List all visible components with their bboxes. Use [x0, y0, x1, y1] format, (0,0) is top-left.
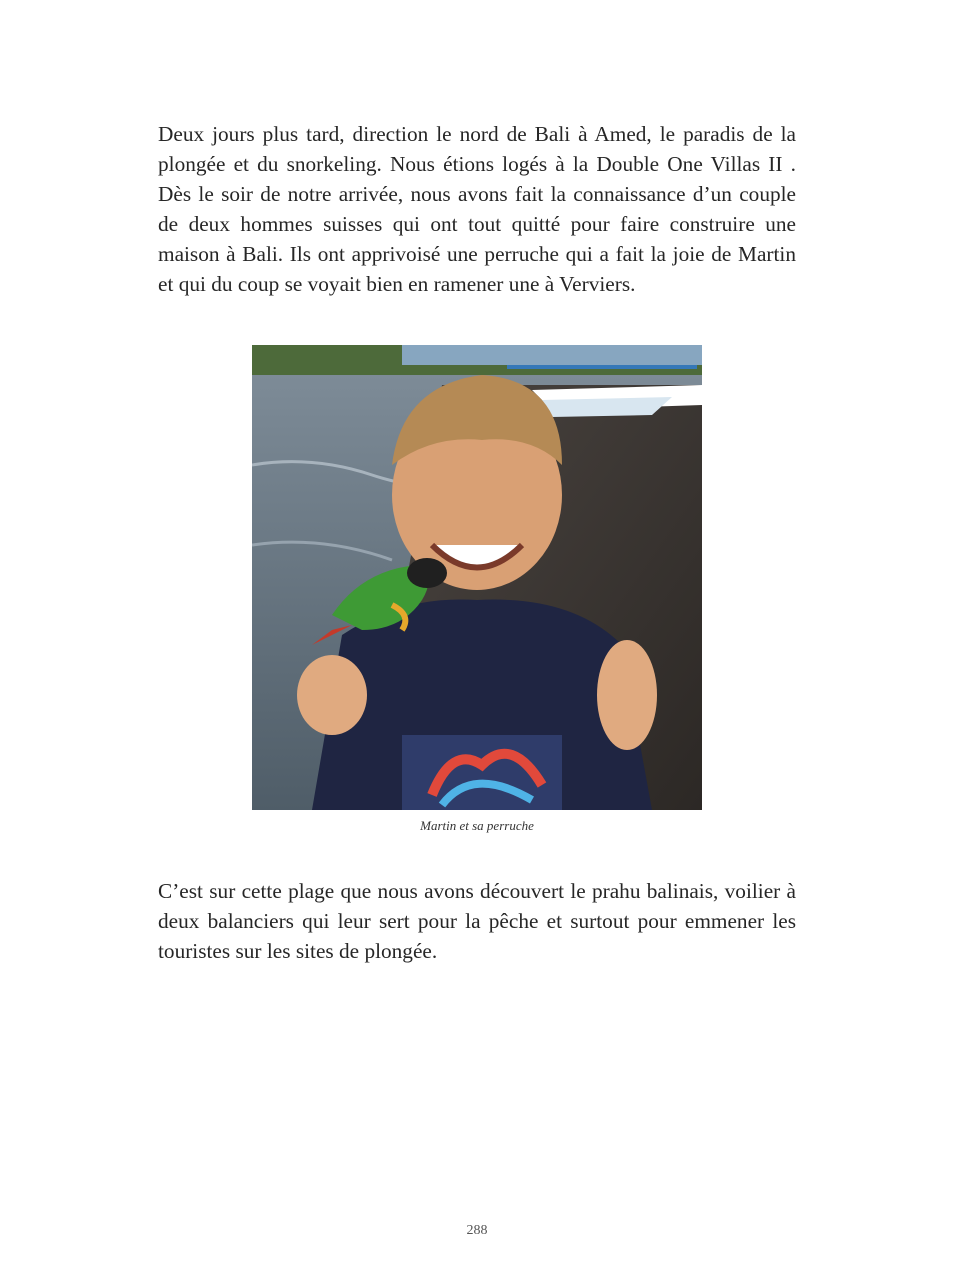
paragraph-intro: Deux jours plus tard, direction le nord de Bali à Amed, le paradis de la plongée et du snorkeling. Nous étions logés à la Double One Villas II . Dès le soir de notre arrivée, nous avons fait la connaissance d’un couple de deux hommes suisses qui ont tout quitté pour faire construire une maison à Bali. Ils ont apprivoisé une perruche qui a fait la joie de Martin et qui du coup se voyait bien en ramener une à Verviers.: [158, 122, 796, 296]
paragraph-prahu: C’est sur cette plage que nous avons découvert le prahu balinais, voilier à deux balanciers qui leur sert pour la pêche et surtout pour emmener les touristes sur les sites de plongée.: [158, 879, 796, 963]
page-number: 288: [466, 1223, 488, 1238]
photo-caption: Martin et sa perruche: [420, 818, 534, 833]
photo-boy-with-parrot: [252, 345, 702, 810]
